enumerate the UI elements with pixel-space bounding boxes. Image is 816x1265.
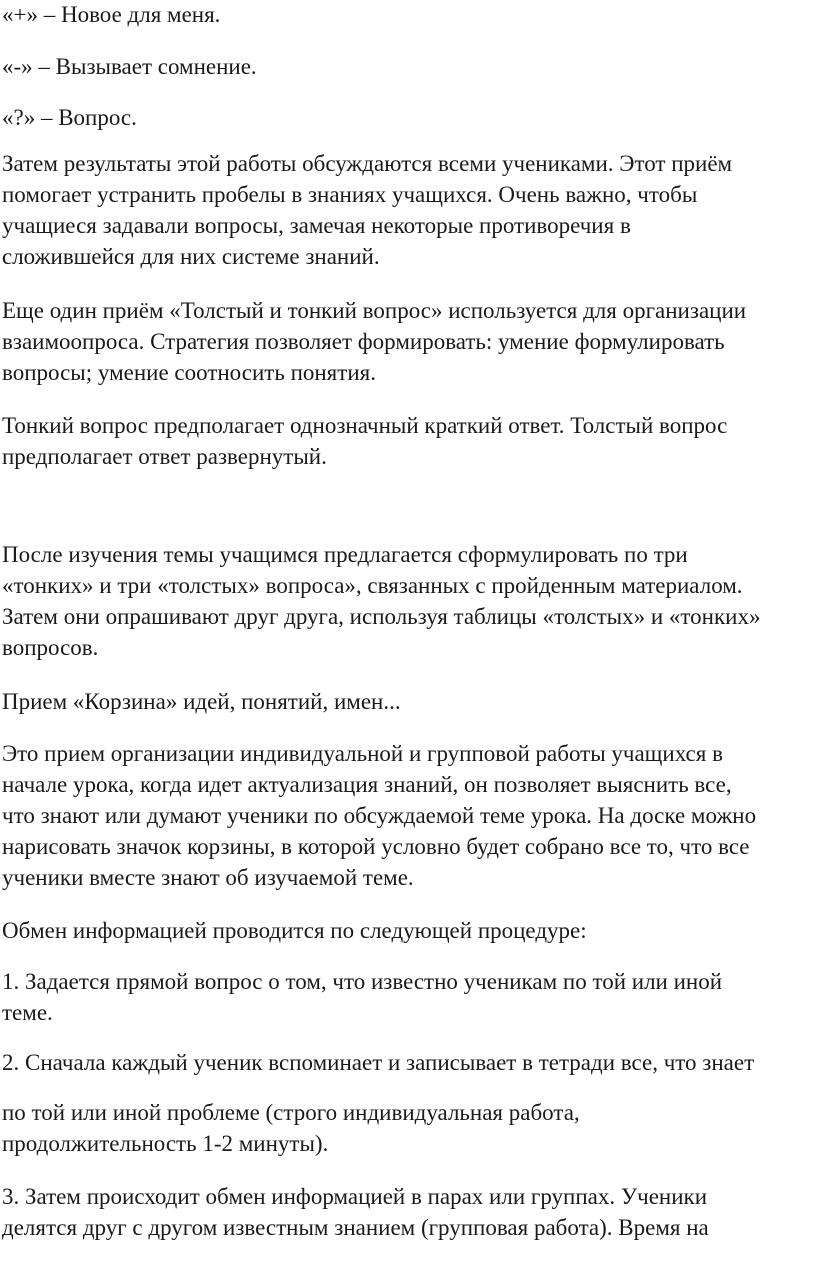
text-line: учащиеся задавали вопросы, замечая некоторые противоречия в — [2, 213, 631, 238]
list-item-step-1 — [2, 966, 814, 1028]
text-line: по той или иной проблеме (строго индивидуальная работа, — [2, 1100, 580, 1125]
text-line: помогает устранить пробелы в знаниях учащихся. Очень важно, чтобы — [2, 182, 698, 207]
list-item-step-3 — [2, 1181, 814, 1243]
list-item-step-2 — [2, 1047, 814, 1078]
paragraph-basket-technique — [2, 686, 814, 717]
text-line: 3. Затем происходит обмен информацией в парах или группах. Ученики — [2, 1184, 708, 1209]
paragraph-exchange-procedure — [2, 915, 814, 946]
text-line: ученики вместе знают об изучаемой теме. — [2, 865, 414, 890]
text-line: предполагает ответ развернутый. — [2, 444, 327, 469]
legend-minus — [2, 51, 814, 82]
text-line: нарисовать значок корзины, в которой условно будет собрано все то, что все — [2, 834, 750, 859]
paragraph-discussion — [2, 148, 814, 272]
text-line: «тонких» и три «толстых» вопроса», связанных с пройденным материалом. — [2, 573, 743, 598]
text-line: Это прием организации индивидуальной и групповой работы учащихся в — [2, 741, 723, 766]
legend-question — [2, 102, 814, 133]
paragraph-after-topic — [2, 539, 814, 663]
text-line: Затем результаты этой работы обсуждаются всеми учениками. Этот приём — [2, 151, 733, 176]
text-line: После изучения темы учащимся предлагается сформулировать по три — [2, 542, 688, 567]
text-line: Затем они опрашивают друг друга, используя таблицы «толстых» и «тонких» — [2, 604, 761, 629]
paragraph-basket-description — [2, 738, 814, 893]
text-line: 1. Задается прямой вопрос о том, что известно ученикам по той или иной — [2, 969, 723, 994]
text-line: теме. — [2, 1000, 53, 1025]
text-line: «?» – Вопрос. — [2, 105, 137, 130]
text-line: взаимоопроса. Стратегия позволяет формировать: умение формулировать — [2, 329, 725, 354]
text-line: вопросов. — [2, 635, 99, 660]
text-line: что знают или думают ученики по обсуждаемой теме урока. На доске можно — [2, 803, 757, 828]
text-line: 2. Сначала каждый ученик вспоминает и записывает в тетради все, что знает — [2, 1050, 755, 1075]
text-line: начале урока, когда идет актуализация знаний, он позволяет выяснить все, — [2, 772, 732, 797]
text-line: делятся друг с другом известным знанием (групповая работа). Время на — [2, 1215, 709, 1240]
text-line: «-» – Вызывает сомнение. — [2, 54, 257, 79]
paragraph-step-2-continued — [2, 1097, 814, 1159]
paragraph-thick-thin-question — [2, 295, 814, 388]
text-line: Обмен информацией проводится по следующей процедуре: — [2, 918, 587, 943]
text-line: Еще один приём «Толстый и тонкий вопрос» используется для организации — [2, 298, 747, 323]
legend-plus — [2, 0, 814, 30]
text-line: «+» – Новое для меня. — [2, 2, 221, 27]
text-line: сложившейся для них системе знаний. — [2, 244, 380, 269]
text-line: Прием «Корзина» идей, понятий, имен... — [2, 689, 401, 714]
text-line: вопросы; умение соотносить понятия. — [2, 360, 376, 385]
text-line: продолжительность 1-2 минуты). — [2, 1131, 329, 1156]
paragraph-thin-question — [2, 410, 814, 472]
text-line: Тонкий вопрос предполагает однозначный краткий ответ. Толстый вопрос — [2, 413, 728, 438]
